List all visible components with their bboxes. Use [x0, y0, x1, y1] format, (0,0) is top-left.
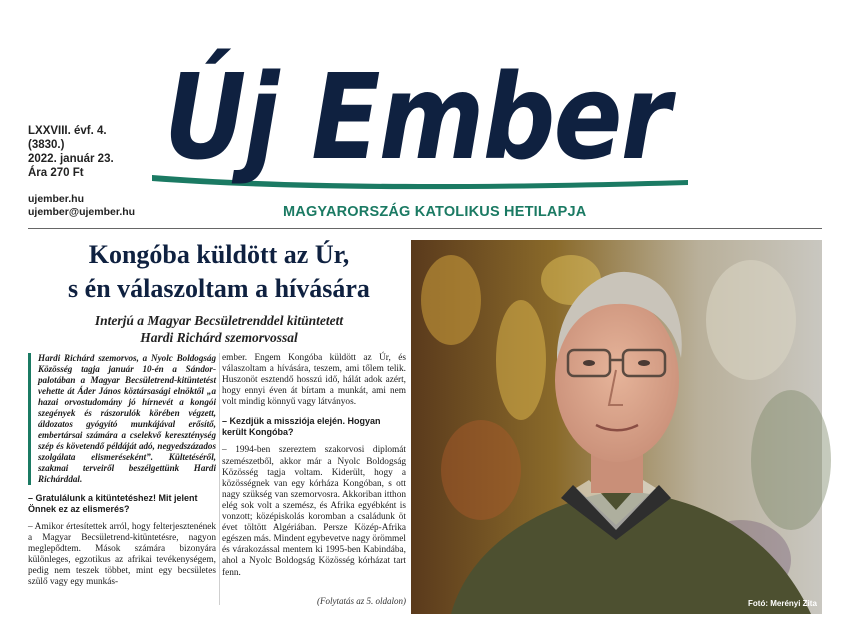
email-link[interactable]: ujember@ujember.hu	[28, 206, 136, 218]
headline-line-1: Kongóba küldött az Úr,	[88, 240, 350, 269]
photo-credit: Fotó: Merényi Zita	[748, 599, 817, 608]
subheadline-line-2: Hardi Richárd szemorvossal	[140, 330, 298, 345]
portrait-illustration	[411, 240, 822, 614]
website-link[interactable]: ujember.hu	[28, 193, 85, 205]
issue-number: (3830.)	[28, 139, 65, 151]
interview-question-1: – Gratulálunk a kitüntetéshez! Mit jelent Önnek ez az elismerés?	[28, 493, 198, 514]
subheadline-line-1: Interjú a Magyar Becsületrenddel kitüntetett	[94, 313, 344, 328]
continued-note[interactable]: (Folytatás az 5. oldalon)	[317, 596, 406, 606]
interview-answer-1-continued: ember. Engem Kongóba küldött az Úr, és válaszoltam a hívására, teszem, ami tőlem telik. Huszonöt esztendő hosszú idő, hálát adok azért, hogy ennyi éven át bírtam a munkát, ami nem volt mindig könnyű vagy látványos.	[222, 353, 406, 408]
article-subheadline	[28, 312, 410, 346]
article-column-2	[222, 353, 406, 579]
column-divider	[219, 353, 220, 605]
portrait-photo	[411, 240, 822, 614]
issue-price: Ára 270 Ft	[28, 167, 84, 179]
interview-answer-1: – Amikor értesítettek arról, hogy felterjesztenének a Magyar Becsületrend-kitüntetésre, nagyon meglepődtem. Mások számára bizonyára különleges, egzotikus az afrikai tevékenységem, pedig nem teszek többet, mint egy becsületes szülő vagy egy munkás-	[28, 522, 216, 588]
article-headline	[28, 238, 410, 306]
issue-date: 2022. január 23.	[28, 153, 114, 165]
newspaper-logo	[150, 28, 690, 208]
tagline: MAGYARORSZÁG KATOLIKUS HETILAPJA	[283, 204, 587, 220]
contacts	[28, 193, 135, 219]
article-lead: Hardi Richárd szemorvos, a Nyolc Boldogság Közösség tagja január 10-én a Sándor-palotában a Magyar Becsületrend-kitüntetést vehette át Áder János köztársasági elnöktől „a hazai orvostudomány jó hírnevét a kongói szegények és rászorulók körében végzett, áldozatos gyógyító munkájával erősítő, embertársai számára a cselekvő kereszténység szép és követendő példáját adó, negyedszázados szolgálata elismeréseként”. Kültetéséről, szakmai terveiről beszélgettünk Hardi Richárddal.	[28, 353, 216, 485]
headline-line-2: s én válaszoltam a hívására	[68, 274, 370, 303]
masthead-divider	[28, 228, 822, 229]
issue-volume: LXXVIII. évf. 4.	[28, 125, 107, 137]
issue-info	[28, 124, 114, 180]
article-column-1	[28, 353, 216, 589]
interview-question-2: – Kezdjük a missziója elején. Hogyan került Kongóba?	[222, 416, 381, 438]
interview-answer-2: – 1994-ben szereztem szakorvosi diplomát szemészetből, akkor már a Nyolc Boldogság Közösség tagja voltam. Kiderült, hogy a közösségnek van egy kórháza Kongóban, s ott nagy szükség van szemorvosra. Akkoriban itthon elég sok volt a szemész, és Afrika egyébként is vonzott; középiskolás koromban a családunk öt évet töltött Algériában. Persze Közép-Afrika egészen más. Mindent egybevetve nagy örömmel és várakozással mentem ki 1995-ben Kabindába, ahol a Nyolc Boldogság Közösség kórházat tart fenn.	[222, 445, 406, 578]
logo-wordmark: Új Ember	[164, 48, 677, 186]
